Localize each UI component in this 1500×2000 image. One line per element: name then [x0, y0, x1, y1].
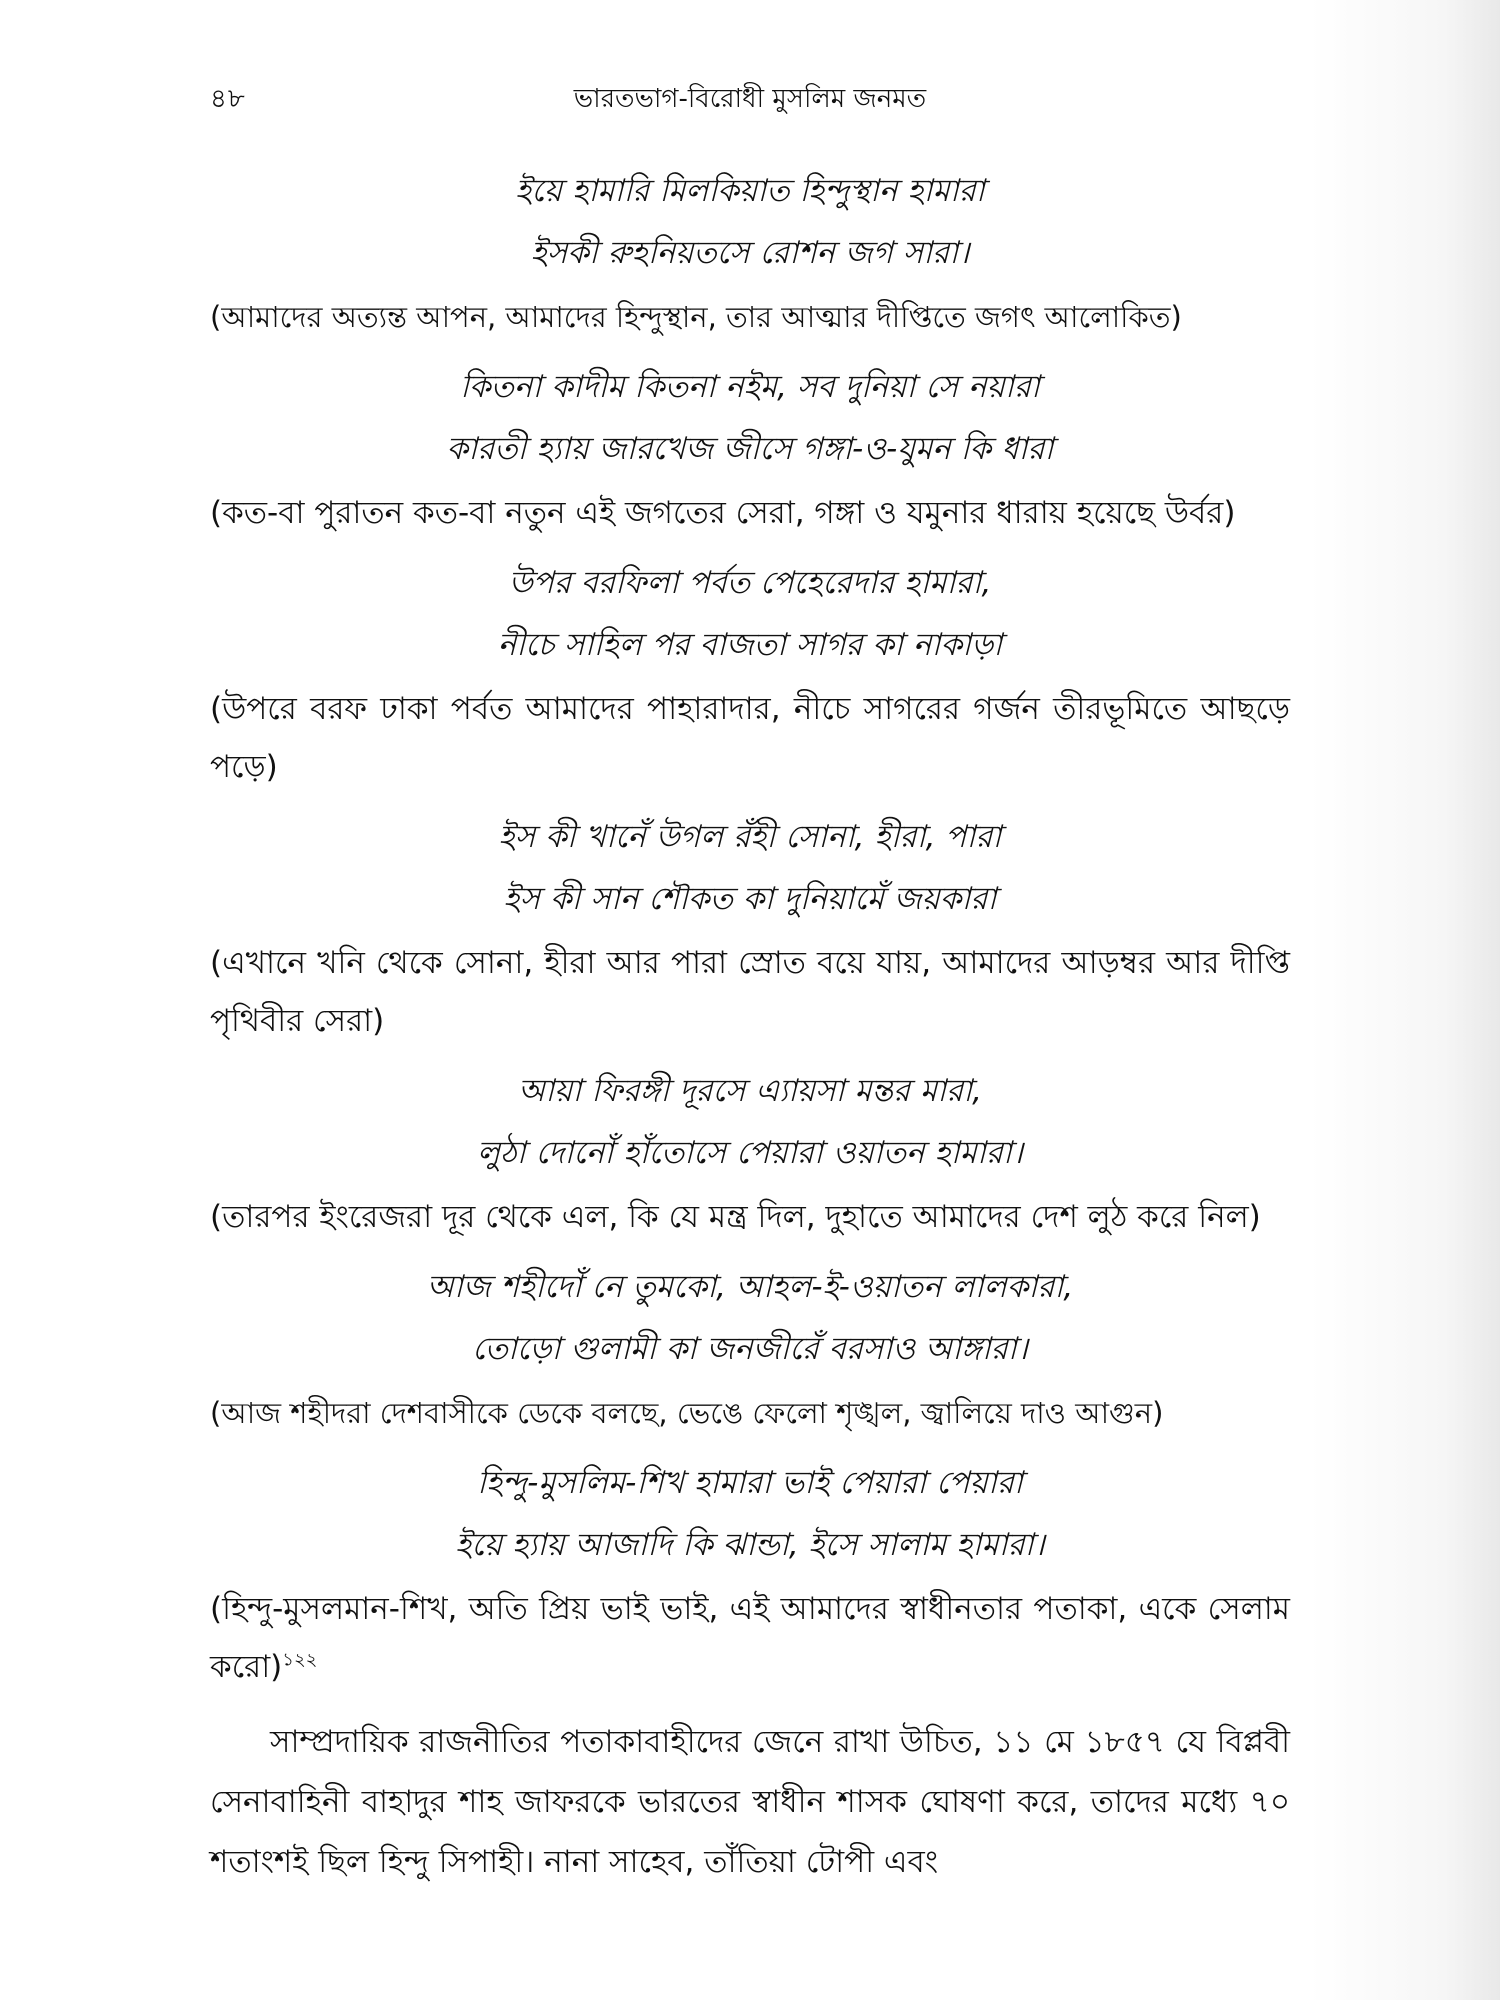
- translation: (এখানে খনি থেকে সোনা, হীরা আর পারা স্রোত বয়ে যায়, আমাদের আড়ম্বর আর দীপ্তি পৃথিবীর সেরা): [210, 945, 1290, 1039]
- verse-line: কারতী হ্যায় জারখেজ জীসে গঙ্গা-ও-যুমন কি ধারা: [446, 431, 1054, 467]
- verse-line: উপর বরফিলা পর্বত পেহেরেদার হামারা,: [508, 565, 992, 601]
- stanza: [210, 1060, 1290, 1246]
- verse-line: ইয়ে হামারি মিলকিয়াত হিন্দুস্থান হামারা: [515, 173, 985, 209]
- translation: (উপরে বরফ ঢাকা পর্বত আমাদের পাহারাদার, নীচে সাগরের গর্জন তীরভূমিতে আছড়ে পড়ে): [210, 691, 1290, 785]
- verse-line: ইস কী সান শৌকত কা দুনিয়ামেঁ জয়কারা: [503, 881, 997, 917]
- stanza: [210, 552, 1290, 796]
- verse-line: ইস কী খানেঁ উগল রঁহী সোনা, হীরা, পারা: [498, 819, 1002, 855]
- translation: (আজ শহীদরা দেশবাসীকে ডেকে বলছে, ভেঙে ফেলো শৃঙ্খল, জ্বালিয়ে দাও আগুন): [210, 1396, 1164, 1430]
- verse-line: ইয়ে হ্যায় আজাদি কি ঝান্ডা, ইসে সালাম হামারা।: [455, 1527, 1045, 1563]
- translation-text: (হিন্দু-মুসলমান-শিখ, অতি প্রিয় ভাই ভাই, এই আমাদের স্বাধীনতার পতাকা, একে সেলাম করো): [210, 1591, 1290, 1685]
- footnote-reference: ১২২: [282, 1649, 318, 1671]
- verse-line: হিন্দু-মুসলিম-শিখ হামারা ভাই পেয়ারা পেয়ারা: [477, 1465, 1023, 1501]
- stanza: [210, 356, 1290, 542]
- running-title: ভারতভাগ-বিরোধী মুসলিম জনমত: [573, 84, 927, 114]
- verse-line: কিতনা কাদীম কিতনা নইম, সব দুনিয়া সে নয়ারা: [460, 369, 1040, 405]
- stanza: [210, 1256, 1290, 1442]
- translation: (আমাদের অত্যন্ত আপন, আমাদের হিন্দুস্থান, তার আত্মার দীপ্তিতে জগৎ আলোকিত): [210, 300, 1182, 334]
- verse-line: ইসকী রুহনিয়তসে রোশন জগ সারা।: [530, 235, 970, 271]
- stanza: [210, 1452, 1290, 1696]
- page-number: ৪৮: [210, 84, 246, 114]
- verse-line: তোড়ো গুলামী কা জনজীরেঁ বরসাও আঙ্গারা।: [472, 1331, 1028, 1367]
- verse-line: নীচে সাহিল পর বাজতা সাগর কা নাকাড়া: [497, 627, 1003, 663]
- verse-line: লুঠা দোনোঁ হাঁতোসে পেয়ারা ওয়াতন হামারা।: [477, 1135, 1023, 1171]
- stanza: [210, 806, 1290, 1050]
- translation: (তারপর ইংরেজরা দূর থেকে এল, কি যে মন্ত্র দিল, দুহাতে আমাদের দেশ লুঠ করে নিল): [210, 1199, 1261, 1235]
- stanza: [210, 160, 1290, 346]
- translation: (কত-বা পুরাতন কত-বা নতুন এই জগতের সেরা, গঙ্গা ও যমুনার ধারায় হয়েছে উর্বর): [210, 495, 1236, 531]
- scan-edge-shadow: [1310, 0, 1500, 2000]
- verse-line: আয়া ফিরঙ্গী দূরসে এ্যায়সা মন্তর মারা,: [518, 1073, 982, 1109]
- translation: [210, 1580, 1290, 1696]
- page-body: [210, 160, 1290, 1892]
- prose-paragraph: সাম্প্রদায়িক রাজনীতির পতাকাবাহীদের জেনে রাখা উচিত, ১১ মে ১৮৫৭ যে বিপ্লবী সেনাবাহিনী বাহাদুর শাহ জাফরকে ভারতের স্বাধীন শাসক ঘোষণা করে, তাদের মধ্যে ৭০ শতাংশই ছিল হিন্দু সিপাহী। নানা সাহেব, তাঁতিয়া টোপী এবং: [210, 1724, 1290, 1880]
- verse-line: আজ শহীদোঁ নে তুমকো, আহল-ই-ওয়াতন লালকারা,: [426, 1269, 1074, 1305]
